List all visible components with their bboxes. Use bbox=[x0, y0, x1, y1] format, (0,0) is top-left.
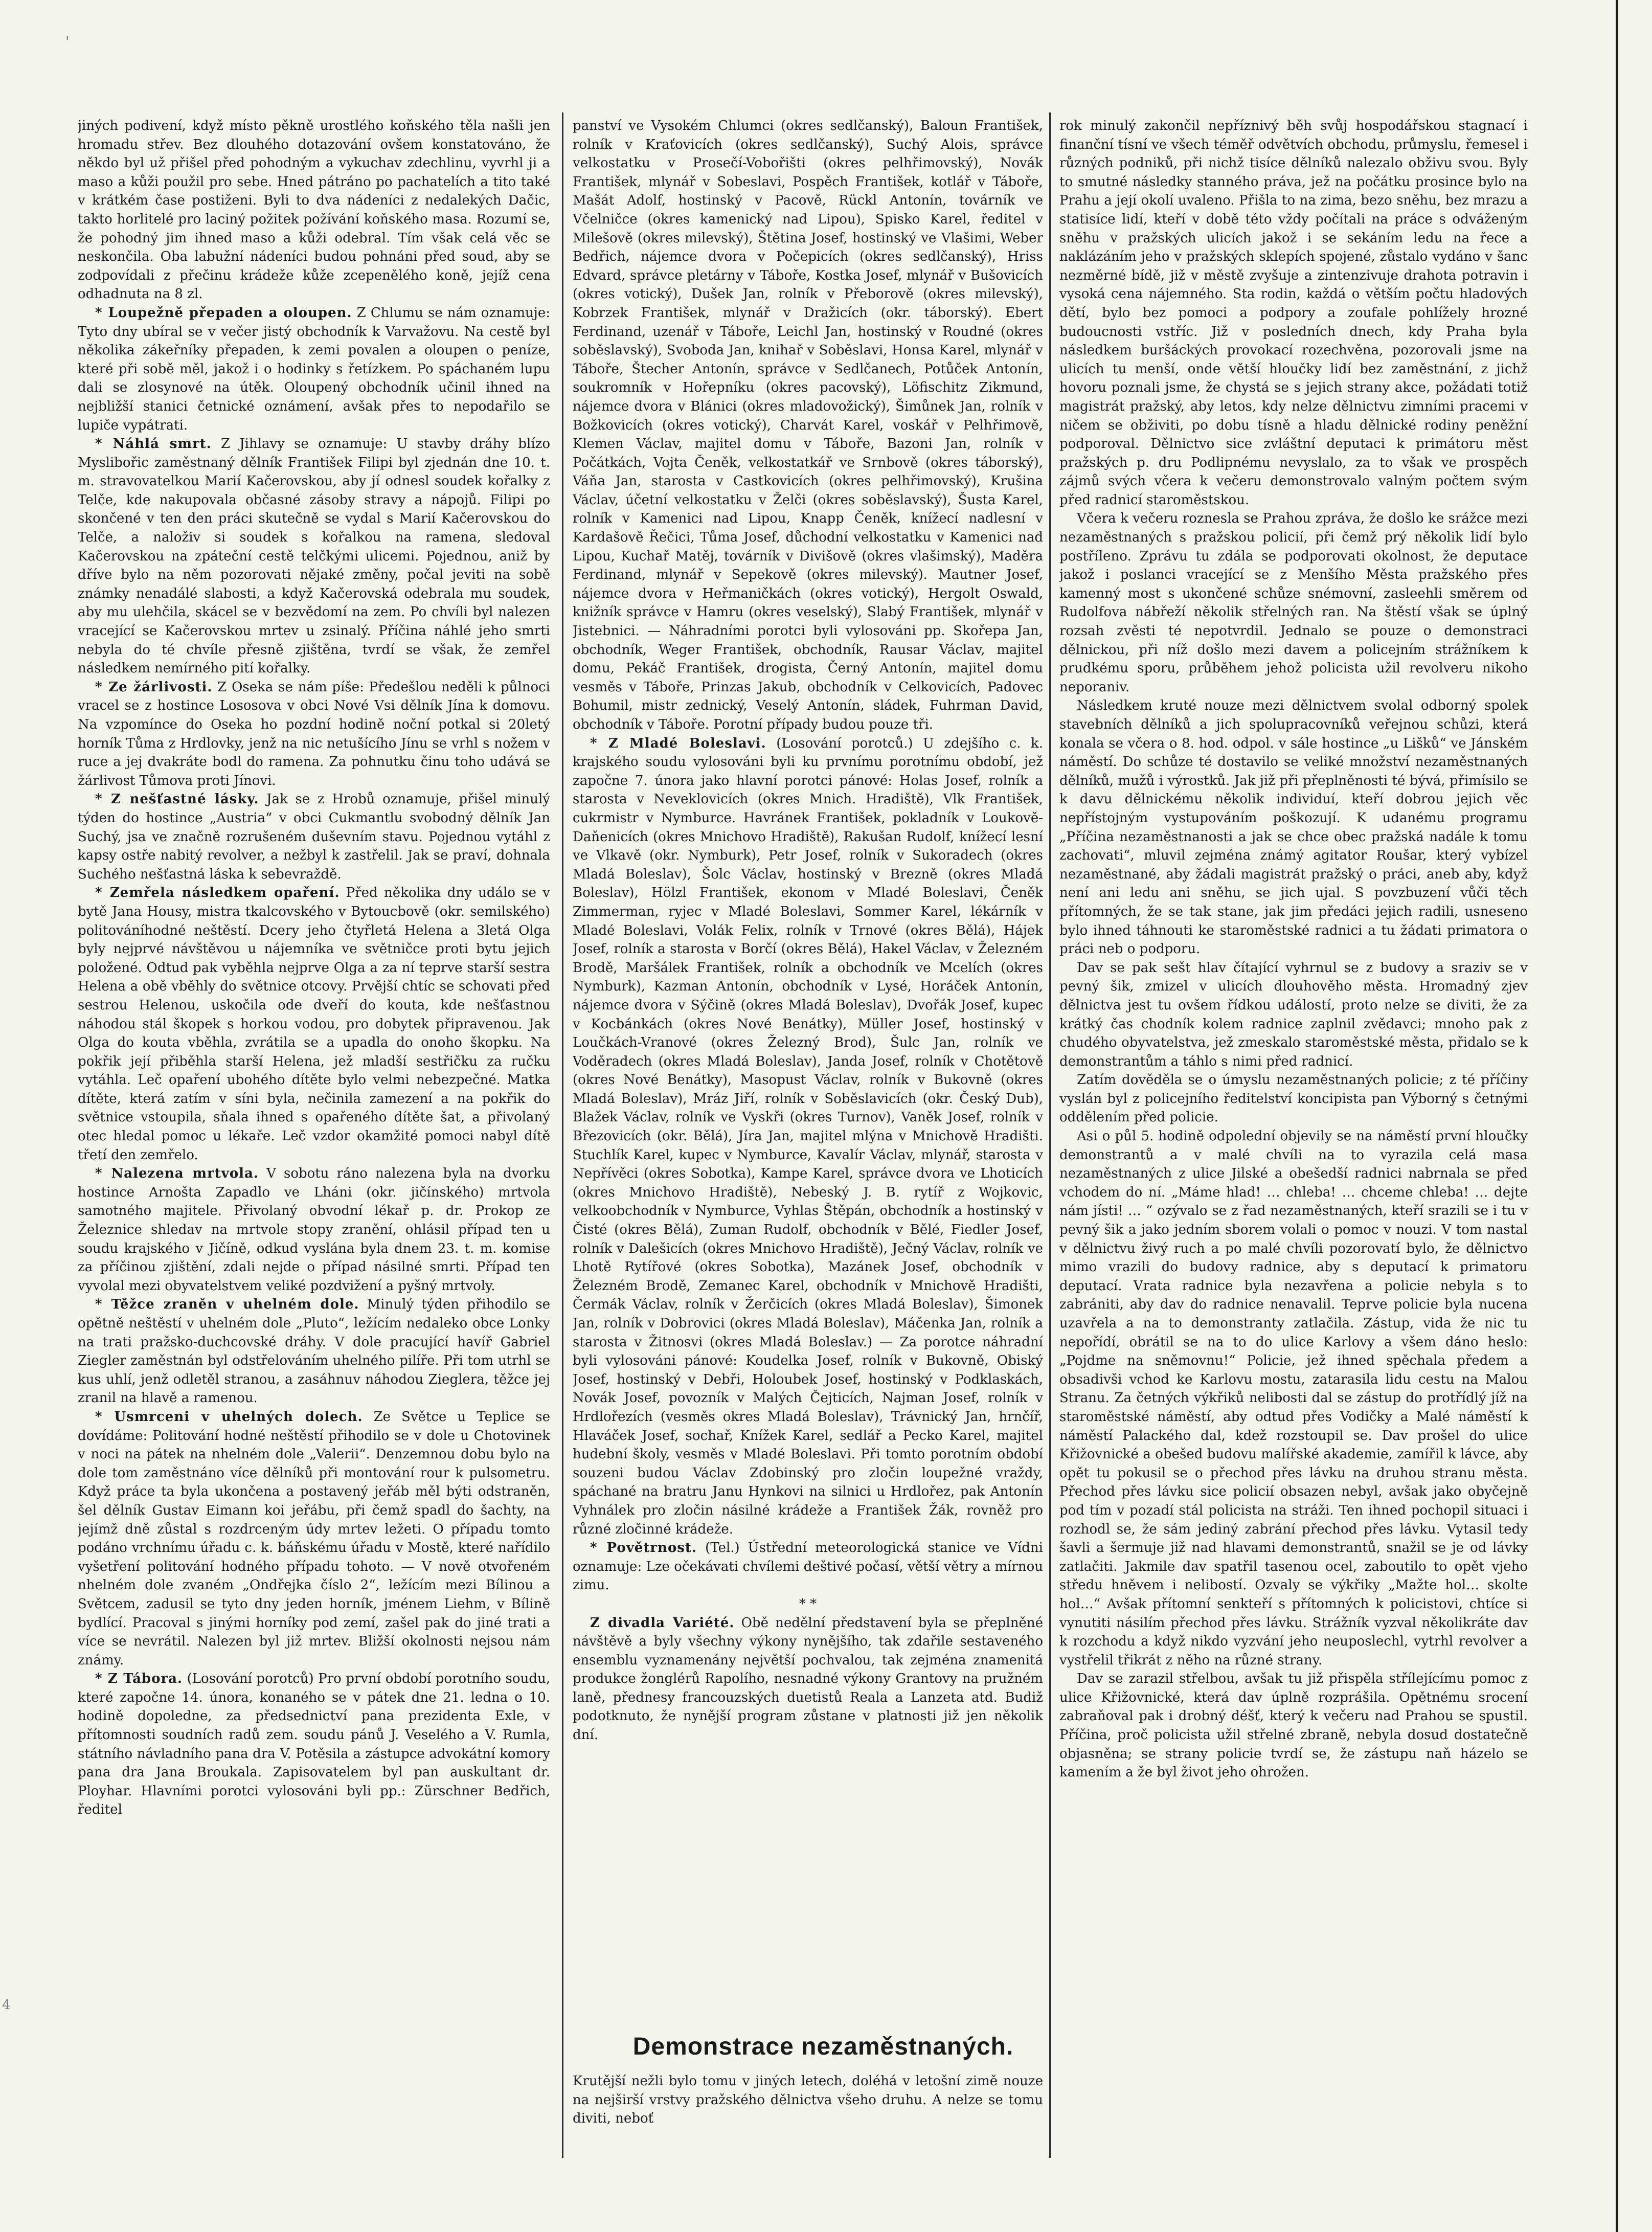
news-item-heading: * Loupežně přepaden a oloupen. bbox=[95, 305, 352, 321]
article-opening: Krutější nežli bylo tomu v jiných letech, doléhá v letošní zimě nouze na nejširší vrstvy pražského dělnictva všeho druhu. A nelze se tomu diviti, neboť bbox=[573, 2073, 1043, 2127]
news-item-text: Jak se z Hrobů oznamuje, přišel minulý týden do hostince „Austria“ v obci Cukmantlu svobodný dělník Jan Suchý, jsa ve značně rozrušeném duševním stavu. Pojednou vytáhl z kapsy ostře nabitý revolver, a nežbyl k zastřelil. Jak se praví, dohnala Suchého nešťastná láska k sebevraždě. bbox=[78, 792, 550, 882]
news-item-text: Zatím dověděla se o úmyslu nezaměstnaných policie; z té příčiny vyslán byl z policejního ředitelství koncipista pan Výborný s četnými oddělením před policie. bbox=[1059, 1072, 1528, 1125]
news-item-text: (Losování porotců) Pro první období porotního soudu, které započne 14. února, konaného se v pátek dne 21. ledna o 10. hodině dopoledne, za předsednictví pana prezidenta Exle, v přítomnosti soudních radů zem. soudu pánů J. Veselého a V. Rumla, státního návladního pana dra V. Potěsila a zástupce advokátní komory pana dra Jana Broukala. Zapisovatelem byl pan auskultant dr. Ployhar. Hlavními porotci vylosováni byli pp.: Zürschner Bedřich, ředitel bbox=[78, 1671, 550, 1818]
news-item bbox=[78, 117, 550, 304]
news-item-heading: * Z nešťastné lásky. bbox=[95, 792, 259, 807]
news-item-text: V sobotu ráno nalezena byla na dvorku hostince Arnošta Zapadlo ve Lháni (okr. jičínského) mrtvola samotného majitele. Přivolaný obvodní lékař p. dr. Prokop ze Železnice shledav na mrtvole stopy zranění, ohlásil případ ten u soudu krajského v Jičíně, odkud vyslána byla dnem 23. t. m. komise za příčinou zjištění, zdali nejde o případ násilné smrti. Případ ten vyvolal mezi obyvatelstvem veliké pozdvižení a pyšný mrtvoly. bbox=[78, 1166, 550, 1294]
news-item bbox=[78, 1408, 550, 1670]
page-edge-border bbox=[1616, 0, 1618, 2232]
news-item bbox=[573, 734, 1043, 1539]
column-right bbox=[1059, 117, 1528, 2157]
news-item bbox=[1059, 1127, 1528, 1670]
news-item bbox=[1059, 509, 1528, 696]
column-rule bbox=[1049, 112, 1051, 2158]
news-item bbox=[1059, 696, 1528, 958]
news-item-heading: * Povětrnost. bbox=[590, 1540, 697, 1556]
edge-page-digit: 4 bbox=[2, 1997, 11, 2013]
news-item-heading: * Ze žárlivosti. bbox=[95, 679, 213, 695]
news-item-text: Ze Světce u Teplice se dovídáme: Politování hodné neštěstí přihodilo se v dole u Chotovinek v noci na pátek na nhelném dole „Valerii“. Denzemnou dobu bylo na dole tom zaměstnáno více dělníků při montování rour k pulsometru. Když práce ta byla ukončena a postavený jeřáb měl býti odstraněn, šel dělník Gustav Eimann koi jeřábu, při čemž spadl do šachty, na jejímž dně zůstal s rozdrceným údy mrtev ležeti. O případu tomto podáno vrchnímu úřadu c. k. báňskému úřadu v Mostě, které nařídilo vyšetření politování hodného případu tohoto. — V nově otvořeném nhelném dole zvaném „Ondřejka číslo 2“, ležícím mezi Bílinou a Světcem, zadusil se tyto dny jeden horník, jménem Liehm, v Bílině bydlící. Pracoval s jinými horníky pod zemí, zašel pak do jiné trati a více se nevrátil. Nalezen byl již mrtev. Bližší okolnosti nejsou nám známy. bbox=[78, 1409, 550, 1668]
news-item-text: Asi o půl 5. hodině odpolední objevily se na náměstí první hloučky demonstrantů a v malé chvíli na to vyrazila celá masa nezaměstnaných z ulice Jilské a obešedší radnici nabrnala se před vchodem do ní. „Máme hlad! … chleba! … chceme chleba! … dejte nám jísti! … “ ozývalo se z řad nezaměstnaných, kteří srazili se i tu v pevný šik a jako jedním sborem volali o pomoc v nouzi. V tom nastal v dělnictvu živý ruch a po malé chvíli pozorovatí bylo, že dělnictvo mimo vrazili do budovy radnice, aby s deputací k primatoru deputací. Vrata radnice byla nezavřena a policie nebyla s to zabrániti, aby dav do radnice nenavalil. Teprve policie byla nucena uzavřela a na to demonstranty zatlačila. Zástup, vida že nic tu nepořídí, obrátil se na to do ulice Karlovy a všem dáno heslo: „Pojdme na sněmovnu!“ Policie, jež ihned spěchala předem a obsadivši vchod ke Karlovu mostu, zatarasila lidu cestu na Malou Stranu. Za četných výkřiků nelibosti dal se zástup do protřídlý jíž na staroměstské náměstí, aby odtud přes Vodičky a Malé náměstí k náměstí Palackého dal, kdež rozstoupil se. Dav prošel do ulice Křižovnické a obešed budovu malířské akademie, zamířil k lávce, aby opět tu pokusil se o přechod přes lávku na druhou stranu města. Přechod přes lávku sice policií obsazen nebyl, avšak jako obyčejně pod tím v pozadí stál policista na stráži. Ten ihned pochopil situaci i rozhodl se, že sám jediný zabrání přechod přes lávku. Vytasil tedy šavli a šermuje již nad hlavami demonstrantů, snažil se je od lávky zatlačiti. Jakmile dav spatřil tasenou ocel, zaboutilo to opět vjeho středu hněvem i nelibostí. Ozvaly se výkřiky „Mažte hol… skolte hol…“ Avšak přítomní senkteří s přítomných k policistovi, chtíce si vynutiti násilím přechod přes lávku. Strážník vyzval několikráte dav k rozchodu a když nikdo vyzvání jeho neuposlechl, vytrhl revolver a vystřelil třikrát z něho na různé strany. bbox=[1059, 1129, 1528, 1668]
news-item bbox=[573, 1614, 1043, 1745]
news-item-text: Následkem kruté nouze mezi dělnictvem svolal odborný spolek stavebních dělníků a jich spolupracovníků veřejnou schůzi, která konala se včera o 8. hod. odpol. v sále hostince „u Lišků“ ve Jánském náměstí. Do schůze té dostavilo se veliké množství nezaměstnaných dělníků, mužů i výrostků. Jak již při přeplněnosti té bývá, přimísilo se k davu dělnickému několik individuí, kteří dobrou jejich věc nepřístojným vystupováním poškozují. K udanému programu „Příčina nezaměstnanosti a jak se chce obec pražská nadále k tomu zachovati“, mluvil zejména známý agitator Roušar, který vybízel nezaměstnané, aby žádali magistrát pražský o práci, aneb aby, když není ani ledu ani sněhu, se jich ujal. S povzbuzení vůči těch přítomných, že se tak stane, jak jim předáci jejich radili, usneseno bylo ihned táhnouti ke staroměstské radnici a tu žádati primatora o práci neb o podporu. bbox=[1059, 698, 1528, 957]
news-item-text: Obě nedělní představení byla se přeplněné návštěvě a byly všechny výkony nynějšího, tak zdařile sestaveného ensemblu vyznamenány největší pochvalou, tak zejména znamenitá produkce žonglérů Rapolího, nesnadné výkony Grantovy na pružném laně, přednesy francouzských duetistů Reala a Lanzeta atd. Budiž podotknuto, že nynější program zůstane v platnosti již jen několik dní. bbox=[573, 1615, 1043, 1743]
news-item-text: Z Chlumu se nám oznamuje: Tyto dny ubíral se v večer jistý obchodník k Varvažovu. Na cestě byl několika zákeřníky přepaden, k zemi povalen a oloupen o peníze, které při sobě měl, jakož i o hodinky s řetízkem. Po spáchaném lupu dali se zlosynové na útěk. Oloupený obchodník učinil ihned na nejbližší stanici četnické oznámení, avšak přes to nepodařilo se lupiče vypátrati. bbox=[78, 305, 550, 433]
news-item bbox=[78, 1164, 550, 1295]
news-item-text: (Tel.) Ústřední meteorologická stanice ve Vídni oznamuje: Lze očekávati chvílemi deštivé počasí, větší větry a mírnou zimu. bbox=[573, 1540, 1043, 1593]
column-left bbox=[78, 117, 550, 2157]
news-item-text: Dav se zarazil střelbou, avšak tu již přispěla střílejícímu pomoc z ulice Křižovnické, která dav úplně rozprášila. Opětnému srocení zabraňoval pak i drobný déšť, který k večeru nad Prahou se spustil. Příčina, proč policista užil střelné zbraně, nebyla dosud dostatečně objasněna; se strany policie tvrdí se, že zástupu naň házelo se kamením a že byl život jeho ohrožen. bbox=[1059, 1671, 1528, 1780]
news-item-text: (Losování porotců.) U zdejšího c. k. krajského soudu vylosováni byli ku prvnímu porotnímu období, jež započne 7. února jako hlavní porotci pánové: Holas Josef, rolník a starosta v Neveklovicích (okres Mnich. Hradiště), Vlk František, cukrmistr v Nymburce. Havránek František, pokladník v Loukově-Daňenicích (okres Mnichovo Hradiště), Rakušan Rudolf, knížecí lesní ve Vlkavě (okr. Nymburk), Petr Josef, rolník v Sukoradech (okres Mladá Boleslav), Šolc Václav, hostinský v Brezně (okres Mladá Boleslav), Hölzl František, ekonom v Mladé Boleslavi, Čeněk Zimmerman, ryjec v Mladé Boleslavi, Sommer Karel, lékárník v Mladé Boleslavi, Volák Felix, rolník v Trnové (okres Bělá), Hájek Josef, rolník a starosta v Borčí (okres Bělá), Hakel Václav, v Železném Brodě, Maršálek František, rolník a obchodník ve Mcelích (okres Nymburk), Kazman Antonín, obchodník v Lysé, Horáček Antonín, nájemce dvora v Sýčině (okres Mladá Boleslav), Dvořák Josef, kupec v Kocbánkách (okres Nové Benátky), Müller Josef, hostinský v Loučkách-Vranové (okres Železný Brod), Šulc Jan, rolník ve Voděradech (okres Mladá Boleslav), Janda Josef, rolník v Chotětově (okres Nové Benátky), Masopust Václav, rolník v Bukovně (okres Mladá Boleslav), Mráz Jiří, rolník v Soběslavicích (okr. Český Dub), Blažek Václav, rolník ve Vyskři (okres Turnov), Vaněk Josef, rolník v Březovicích (okr. Bělá), Jíra Jan, majitel mlýna v Mnichově Hradišti. Stuchlík Karel, kupec v Nymburce, Kavalír Václav, mlynář, starosta v Nepřívěci (okres Sobotka), Kampe Karel, správce dvora ve Lhoticích (okres Mnichovo Hradiště), Nebeský J. B. rytíř z Wojkovic, velkoobchodník v Nymburce, Vyhlas Štěpán, obchodník a hostinský v Čisté (okres Bělá), Zuman Rudolf, obchodník v Bělé, Fiedler Josef, rolník v Dalešicích (okres Mnichovo Hradiště), Ječný Václav, rolník ve Lhotě Rytířové (okres Sobotka), Mazánek Josef, obchodník v Železném Brodě, Zemanec Karel, obchodník v Mnichově Hradišti, Čermák Václav, rolník v Žerčicích (okres Mladá Boleslav), Šimonek Jan, rolník v Dobrovici (okres Mladá Boleslav), Máčenka Jan, rolník a starosta v Žitnosvi (okres Mladá Boleslav.) — Za porotce náhradní byli vylosováni pánové: Koudelka Josef, rolník v Bukovně, Obiský Josef, hostinský v Debři, Holoubek Josef, hostinský v Podklaskách, Novák Josef, povozník v Malých Čejticích, Najman Josef, rolník v Hrdlořezích (vesměs okres Mladá Boleslav), Trávnický Jan, hrnčíř, Hlaváček Josef, sochař, Knížek Karel, sedlář a Pecko Karel, majitel hudební školy, vesměs v Mladé Boleslavi. Při tomto porotním období souzeni budou Václav Zdobinský pro zločin loupežné vraždy, spáchané na bratru Janu Hynkovi na silnici u Hrdlořez, pak Antonín Vyhnálek pro zločin násilné krádeže a František Žák, rovněž pro různé zločinné krádeže. bbox=[573, 735, 1043, 1537]
news-item bbox=[1059, 959, 1528, 1071]
news-item-text: rok minulý zakončil nepříznivý běh svůj hospodářskou stagnací i finanční tísní ve všech téměř odvětvích obchodu, průmyslu, řemesel i různých podniků, při nichž tisíce dělníků nalezalo obživu svou. Byly to smutné následky stanného práva, jež na počátku prosince bylo na Prahu a její okolí uvaleno. Přišla to na zima, bezo sněhu, bez mrazu a statisíce lidí, kteří v době této vždy počítali na práce s odváženým sněhu v pražských ulicích jakož i se sekáním ledu na řece a naklázáním jeho v pražských sklepích spojené, zůstalo vydáno v šanc nezměrné bídě, již v městě zvyšuje a zintenzivuje drahota potravin i vysoká cena nájemného. Sta rodin, každá o větším počtu hladových dětí, bylo bez pomoci a podpory a zoufale pohlížely hrozné budoucnosti vstříc. Již v posledních dnech, kdy Praha byla následkem buršáckých provokací rozechvěna, pozorovali jsme na ulicích tu menší, onde větší hloučky lidí bez zaměstnání, z jichž hovoru poznali jsme, že chystá se s jejich strany akce, požádati totiž magistrát pražský, aby letos, kdy nelze dělnictvu zimními pracemi v ničem se obživiti, po dobu tísně a hladu dělnické rodiny peněžní podporoval. Dělnictvo sice zvláštní deputaci k primátoru měst pražských p. dru Podlipnému nevyslalo, za to však ve prospěch zájmů svých včera k večeru demonstrovalo valným počtem svým před radnicí staroměstskou. bbox=[1059, 118, 1528, 508]
news-item-text: Včera k večeru roznesla se Prahou zpráva, že došlo ke srážce mezi nezaměstnaných s pražskou policií, při čemž prý několik lidí bylo postříleno. Zprávu tu zdála se podporovati okolnost, že deputace jakož i poslanci vracející se z Menšího Města pražského přes kamenný most s ukončené schůze snémovní, zasleehli směrem od Rudolfova nábřeží několik střelných ran. Na štěstí však se úplný rozsah zvěsti té nepotvrdil. Jednalo se pouze o demonstraci dělnickou, při níž došlo mezi davem a policejním strážníkem k prudkému sporu, průběhem jehož policista užil revolveru nikoho neporaniv. bbox=[1059, 511, 1528, 695]
news-item-heading: * Nalezena mrtvola. bbox=[95, 1166, 259, 1182]
news-item-text: Dav se pak sešt hlav čítající vyhrnul se z budovy a sraziv se v pevný šik, zmizel v ulicích dlouhověho města. Hromadný zjev dělnictva jest tu ovšem řídkou událostí, proto nelze se diviti, že za krátký čas chodník kolem radnice zaplnil zvědavci; mnoho pak z chudého obyvatelstva, jež zmeskalo staroměstské města, přidalo se k demonstrantům a táhlo s nimi před radnicí. bbox=[1059, 960, 1528, 1069]
news-item bbox=[573, 117, 1043, 734]
news-item bbox=[573, 1539, 1043, 1595]
news-item-text: jiných podivení, když místo pěkně urostlého koňského těla našli jen hromadu střev. Bez dlouhého dotazování ovšem konstatováno, že někdo byl už přišel před pohodným a vykuchav zdechlinu, vyvrhl ji a maso a kůži použil pro sebe. Hned pátráno po pachatelích a tito také v krátkém čase postiženi. Byli to dva nádeníci z nedalekých Dačic, takto horlitelé pro laciný požitek požívání koňského masa. Rozumí se, že pohodný jim ihned maso a kůži odebral. Tím však celá věc se neskončila. Oba labužní nádeníci budou pohnáni před soud, aby se zodpovídali z přečinu krádeže kůže zcepenělého koně, jejíž cena odhadnuta na 8 zl. bbox=[78, 118, 550, 302]
news-item bbox=[78, 1670, 550, 1819]
news-item bbox=[1059, 1071, 1528, 1127]
news-item-heading: * Z Tábora. bbox=[95, 1671, 183, 1687]
news-item-text: Minulý týden přihodilo se opětně neštěstí v uhelném dole „Pluto“, ležícím nedaleko obce Lonky na trati pražsko-duchcovské dráhy. V dole pracující havíř Gabriel Ziegler zaměstnán byl odstřelováním uhelného pilíře. Při tom utrhl se kus uhlí, jenž odletěl stranou, a zasáhnuv náhodou Zieglera, těžce jej zranil na hlavě a ramenou. bbox=[78, 1297, 550, 1406]
news-item-text: panství ve Vysokém Chlumci (okres sedlčanský), Baloun František, rolník v Kraťovicích (okres sedlčanský), Suchý Alois, správce velkostatku v Prosečí-Vobořišti (okres pelhřimovský), Novák František, mlynář v Sobeslavi, Pospěch František, kotlář v Táboře, Mašát Adolf, hostinský v Pacově, Rückl Antonín, továrník ve Včelničce (okres kamenický nad Lipou), Spisko Karel, ředitel v Milešově (okres milevský), Štětina Josef, hostinský ve Vlašimi, Weber Bedřich, nájemce dvora v Počepicích (okres sedlčanský), Hriss Edvard, správce pletárny v Táboře, Kostka Josef, mlynář v Bušovicích (okres votický), Dušek Jan, rolník v Přeborově (okres milevský), Kobrzek František, mlynář v Dražicích (okr. táborský). Ebert Ferdinand, uzenář v Táboře, Leichl Jan, hostinský v Roudné (okres soběslavský), Svoboda Jan, knihař v Soběslavi, Honsa Karel, mlynář v Táboře, Štecher Antonín, správce v Sedlčanech, Potůček Antonín, soukromník v Hořepníku (okres pacovský), Löfischitz Zikmund, nájemce dvora v Blánici (okres mladovožický), Šimůnek Jan, rolník v Božkovicích (okres votický), Charvát Karel, voskář v Pelhřimově, Klemen Václav, majitel domu v Táboře, Bazoni Jan, rolník v Počátkách, Vojta Čeněk, velkostatkář ve Srnbově (okres táborský), Váňa Jan, starosta v Castkovicích (okres pelhřimovský), Krušina Václav, účetní velkostatku v Želči (okres soběslavský), Šusta Karel, rolník v Kamenici nad Lipou, Knapp Čeněk, knížecí nadlesní v Kardašově Řečici, Tůma Josef, důchodní velkostatku v Kamenici nad Lipou, Kuchař Matěj, továrník v Divišově (okres vlašimský), Maděra Ferdinand, mlynář v Sepekově (okres milevský). Mautner Josef, nájemce dvora v Heřmaničkách (okres votický), Hergolt Oswald, knižník správce v Hamru (okres veselský), Slabý František, mlynář v Jistebnici. — Náhradními porotci byli vylosováni pp. Skořepa Jan, obchodník, Weger František, obchodník, Rausar Václav, majitel domu, Pekáč František, drogista, Černý Antonín, majitel domu vesměs v Táboře, Prinzas Jakub, obchodník v Celkovicích, Padovec Bohumil, mistr zednický, Veselý Antonín, sládek, Fuhrman David, obchodník v Táboře. Porotní případy budou pouze tři. bbox=[573, 118, 1043, 732]
news-item-text: Z Oseka se nám píše: Předešlou neděli k půlnoci vracel se z hostince Lososova v obci Nové Vsi dělník Jína k domovu. Na vzpomínce do Oseka ho pozdní hodině noční potkal si 20letý horník Tůma z Hrdlovky, jenž na nic netušícího Jínu se vrhl s nožem v ruce a jej dvakráte bodl do ramena. Za pohnutku činu toho udává se žárlivost Tůmova proti Jínovi. bbox=[78, 679, 550, 788]
news-item bbox=[78, 304, 550, 435]
section-separator: * * bbox=[799, 1596, 817, 1612]
news-item bbox=[78, 884, 550, 1164]
news-item bbox=[78, 1295, 550, 1408]
news-item bbox=[78, 790, 550, 884]
news-item bbox=[1059, 1670, 1528, 1782]
news-item-heading: * Zemřela následkem opaření. bbox=[95, 885, 340, 901]
news-item-heading: * Usmrceni v uhelných dolech. bbox=[95, 1409, 363, 1425]
news-item-heading: * Náhlá smrt. bbox=[95, 436, 212, 452]
news-item bbox=[78, 678, 550, 791]
news-item bbox=[78, 435, 550, 678]
news-item-heading: Z divadla Variété. bbox=[590, 1615, 735, 1631]
news-item bbox=[1059, 117, 1528, 509]
news-item-heading: * Z Mladé Boleslavi. bbox=[590, 735, 766, 751]
corner-tick-mark: ' bbox=[65, 33, 70, 50]
news-item-heading: * Těžce zraněn v uhelném dole. bbox=[95, 1297, 359, 1313]
news-item-text: Z Jihlavy se oznamuje: U stavby dráhy blízo Myslibořic zaměstnaný dělník František Filipi byl zjednán dne 10. t. m. stravovatelkou Marií Kačerovskou, aby jí odnesl soudek kořalky z Telče, kde nakupovala občasné zásoby stravy a nápojů. Filipi po skončené v ten den práci skutečně se vydal s Marií Kačerovskou do Telče, a naloživ si soudek s kořalkou na ramena, sledoval Kačerovskou na zpáteční cestě telčkými ulicemi. Pojednou, aniž by dříve bylo na něm pozorovati nějaké změny, počal jeviti na sobě známky nenadálé slabosti, a když Kačerovská odebrala mu soudek, aby mu ulehčila, skácel se v bezvědomí na zem. Po chvíli byl nalezen vracející se Kačerovskou mrtev u zsinalý. Příčina náhlé jeho smrti nebyla do té chvíle přesně zjištěna, tvrdí se však, že zemřel následkem nemírného pití kořalky. bbox=[78, 436, 550, 677]
article-headline: Demonstrace nezaměstnaných. bbox=[632, 2033, 1014, 2060]
news-item-text: Před několika dny událo se v bytě Jana Housy, mistra tkalcovského v Bytoucbově (okr. semilského) politováníhodné neštěstí. Dcery jeho čtyřletá Helena a 3letá Olga byly nejprvé návštěvou u nájemníka ve světničce proti bytu jejich položené. Odtud pak vyběhla nejprve Olga a za ní teprve starší sestra Helena a obě vběhly do světnice otcovy. Prvější chtíc se schovati před sestrou Helenou, uskočila ode dveří do kouta, kde nešťastnou náhodou stál škopek s horkou vodou, pro dobytek připravenou. Jak Olga do kouta vběhla, zvrátila se a upadla do onoho škopku. Na pokřik její přiběhla starší Helena, jež mladší sestřičku za ručku vytáhla. Leč opaření ubohého dítěte bylo velmi nebezpečné. Matka dítěte, která zatím v síni byla, nečinila zamezení a na pokřik do světnice vstoupila, sňala ihned s opařeného dítěte šat, a přivolaný otec hledal pomoc u lékaře. Leč vzdor okamžité pomoci nabyl dítě třetí den zemřelo. bbox=[78, 885, 550, 1163]
column-rule bbox=[562, 112, 563, 2158]
column-middle bbox=[573, 117, 1043, 2019]
